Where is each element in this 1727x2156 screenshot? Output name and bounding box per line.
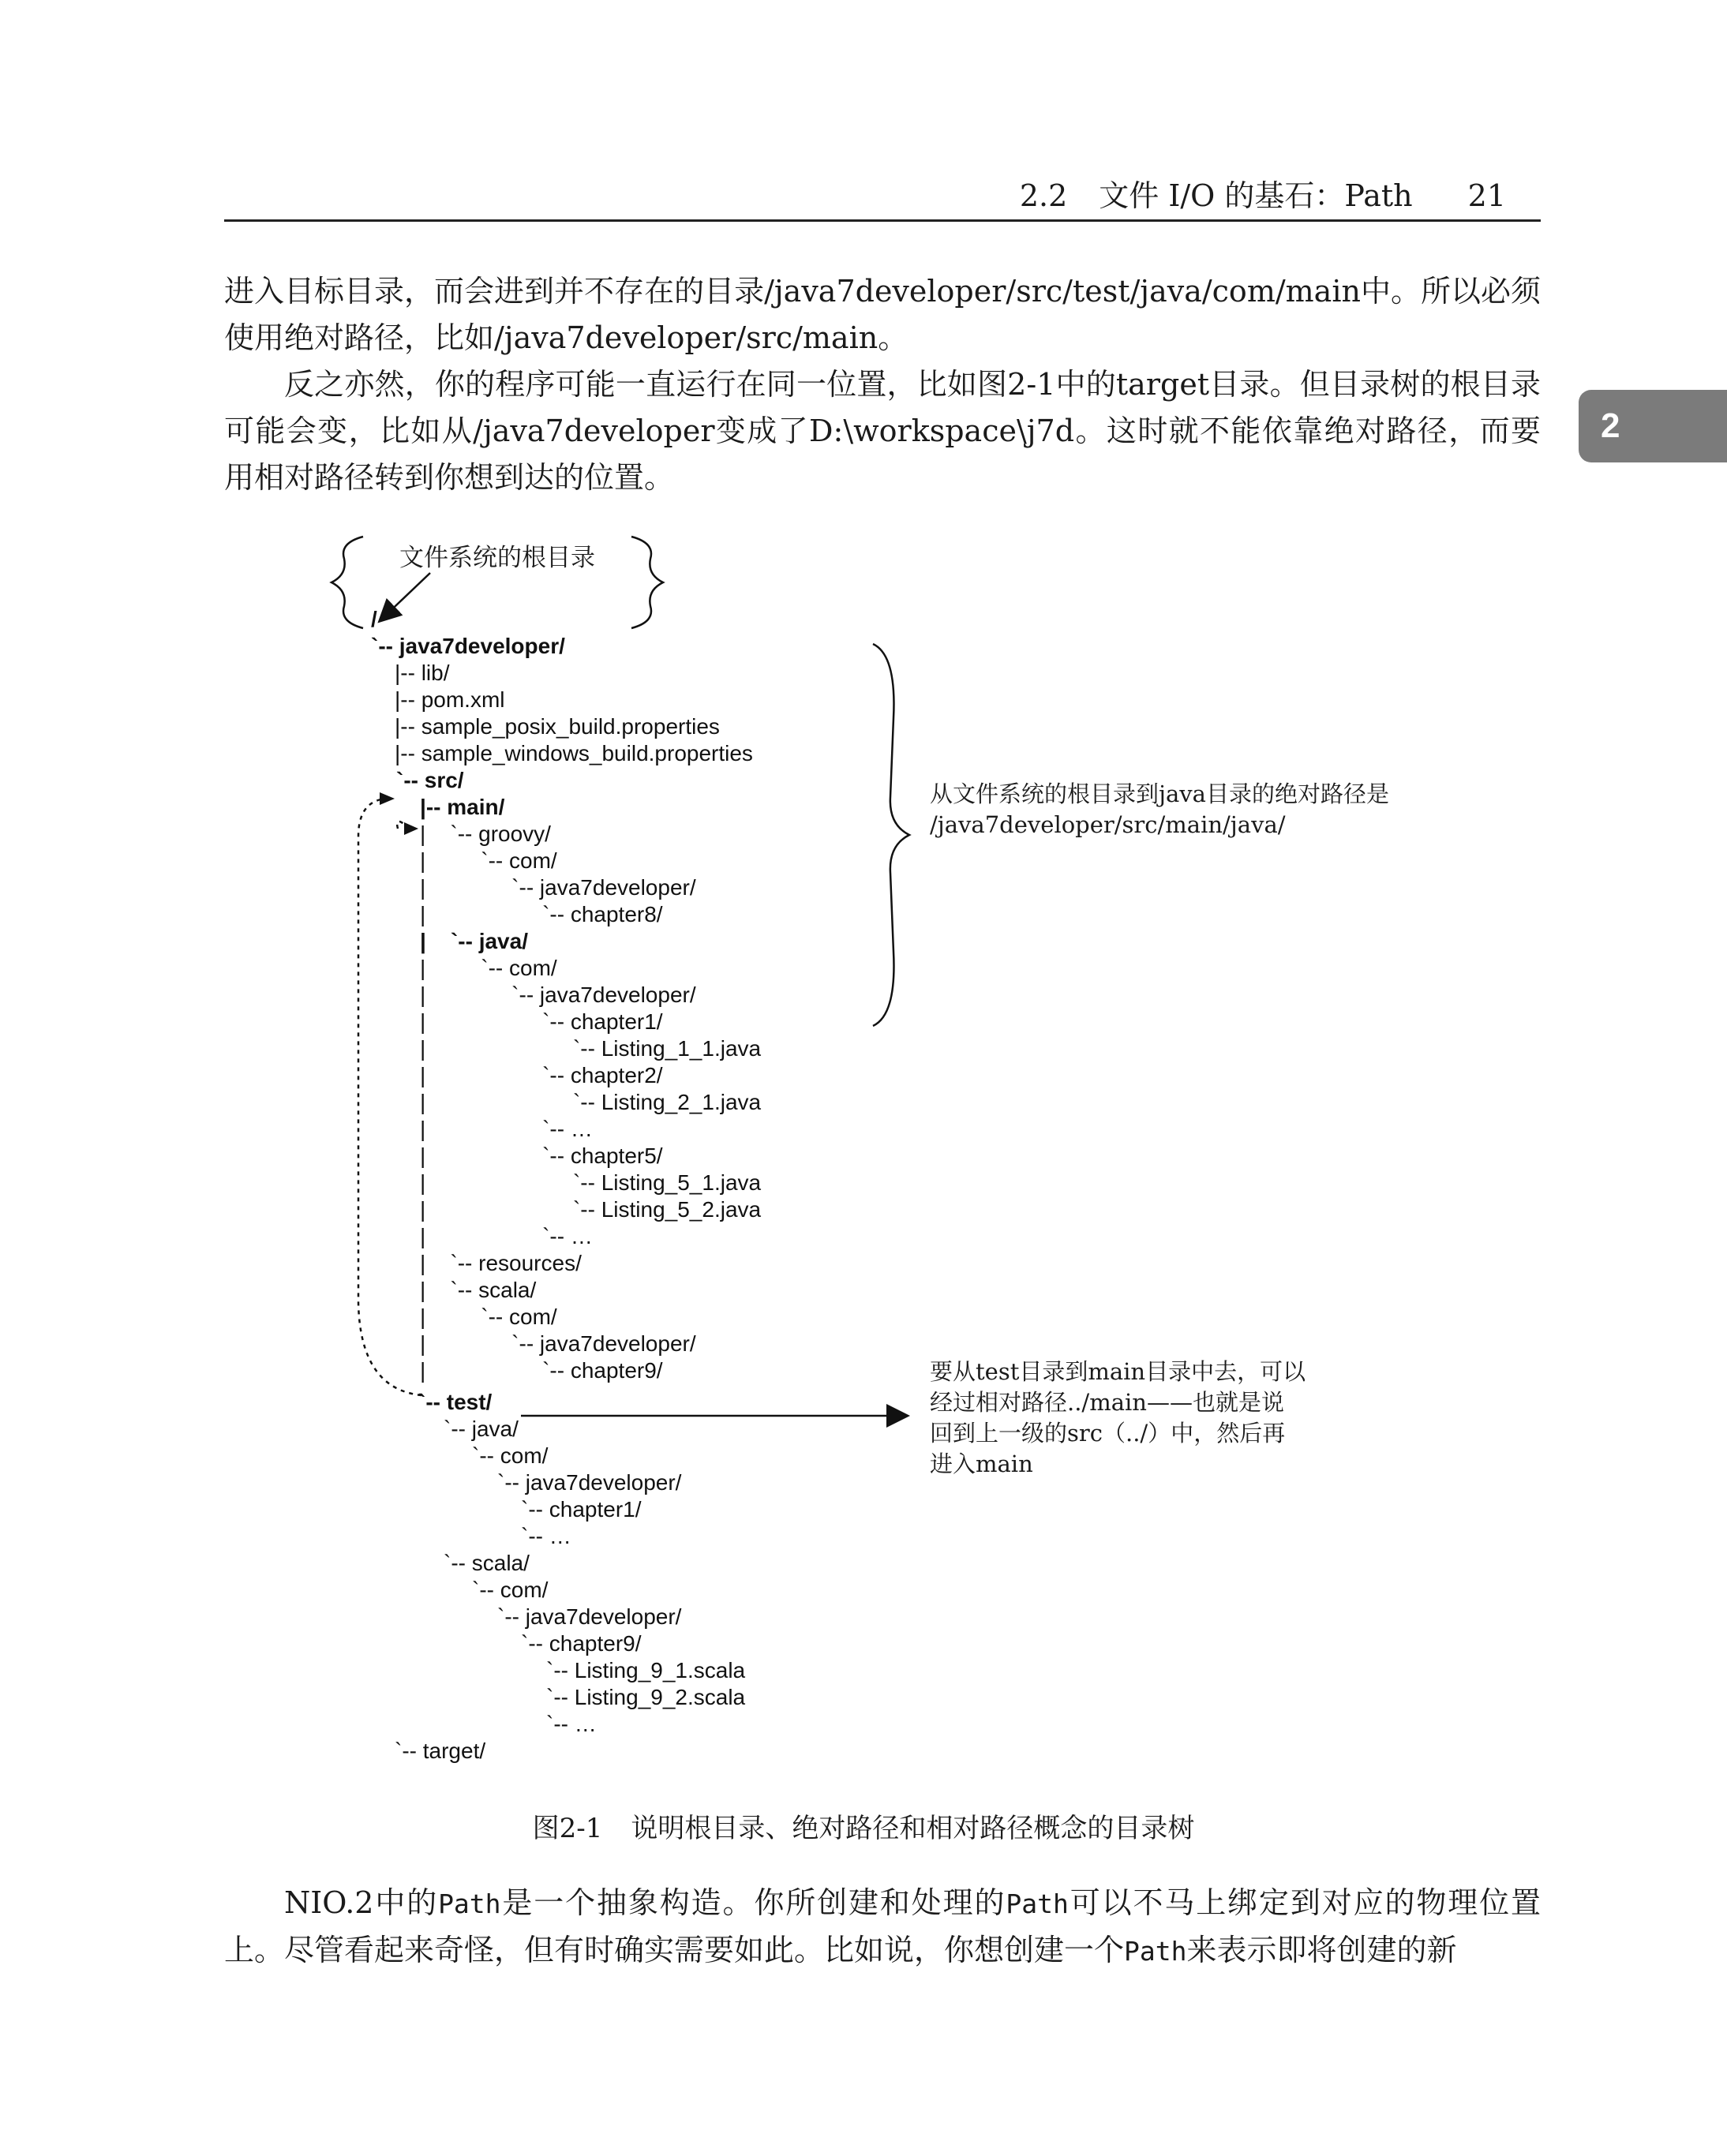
src-pointer-arrowhead — [380, 792, 395, 805]
outro-text-c: 可以不马上绑定到对应的物理位置上。尽管看起来奇怪，但有时确实需要如此。比如说，你想创建一个 — [224, 1885, 1541, 1967]
tree-entry: `-- Listing_9_1.scala — [546, 1658, 746, 1683]
tree-entry: `-- chapter9/ — [521, 1631, 642, 1656]
tree-entry: `-- scala/ — [444, 1551, 530, 1575]
tree-entry: / — [371, 607, 377, 631]
relative-callout-line-3: 回到上一级的src（../）中，然后再 — [930, 1420, 1286, 1447]
tree-entry: | `-- chapter8/ — [420, 902, 663, 926]
tree-entry: |-- lib/ — [395, 661, 450, 685]
tree-entry: | `-- Listing_2_1.java — [420, 1090, 762, 1114]
tree-entry: | `-- chapter2/ — [420, 1063, 663, 1087]
root-label: 文件系统的根目录 — [399, 544, 595, 572]
relative-callout-line-2: 经过相对路径../main——也就是说 — [930, 1389, 1284, 1416]
tree-entry: |-- sample_posix_build.properties — [395, 714, 720, 739]
tree-entry: | `-- java7developer/ — [420, 875, 696, 900]
outro-text-a: NIO.2中的 — [284, 1885, 439, 1920]
tree-entry: | `-- com/ — [420, 1304, 557, 1329]
chapter-tab: 2 — [1579, 390, 1727, 462]
main-pointer-arrowhead — [404, 822, 418, 835]
tree-entry: `-- test/ — [418, 1390, 493, 1414]
code-path-1: Path — [438, 1888, 501, 1919]
running-header — [224, 178, 1541, 222]
header-text — [1020, 178, 1541, 213]
tree-entry: `-- chapter1/ — [521, 1497, 642, 1522]
outro-paragraph — [224, 1880, 1541, 1974]
tree-entry: |-- pom.xml — [395, 687, 505, 712]
tree-entry: | `-- chapter9/ — [420, 1358, 663, 1383]
tree-entry: | `-- com/ — [420, 956, 557, 980]
tree-entry: | `-- groovy/ — [420, 822, 551, 846]
tree-entry: | `-- chapter5/ — [420, 1144, 663, 1168]
root-pointer-arrow — [380, 573, 430, 620]
caption-number: 图2-1 — [532, 1813, 603, 1844]
tree-entry: | `-- Listing_1_1.java — [420, 1036, 762, 1061]
tree-entry: | `-- java7developer/ — [420, 1331, 696, 1356]
tree-entry: | `-- Listing_5_2.java — [420, 1197, 762, 1222]
figure-caption — [0, 1812, 1727, 1845]
caption-text: 说明根目录、绝对路径和相对路径概念的目录树 — [631, 1813, 1195, 1844]
tree-entry: `-- java7developer/ — [497, 1470, 682, 1495]
header-title: 文件 I/O 的基石：Path — [1099, 178, 1413, 213]
tree-entry: | `-- resources/ — [420, 1251, 582, 1275]
tree-entry: `-- Listing_9_2.scala — [546, 1685, 746, 1709]
tree-entry: `-- com/ — [472, 1578, 549, 1602]
tree-entry: `-- java7developer/ — [497, 1604, 682, 1629]
relative-callout-line-1: 要从test目录到main目录中去，可以 — [930, 1358, 1306, 1385]
absolute-path-callout — [930, 779, 1389, 840]
code-path-2: Path — [1006, 1888, 1069, 1919]
figure-graphics — [0, 513, 1727, 1807]
tree-entry: `-- … — [521, 1524, 571, 1548]
relative-path-dotted-curve — [358, 799, 421, 1395]
directory-tree-figure — [0, 513, 1727, 1807]
tree-entry: `-- target/ — [395, 1739, 486, 1763]
outro-text-b: 是一个抽象构造。你所创建和处理的 — [500, 1885, 1006, 1920]
tree-entry: `-- … — [546, 1712, 597, 1736]
tree-entry: | `-- scala/ — [420, 1278, 537, 1302]
tree-entry: | `-- java7developer/ — [420, 983, 696, 1007]
tree-entry: |-- sample_windows_build.properties — [395, 741, 753, 765]
root-label-left-brace — [332, 537, 363, 628]
relative-path-callout — [930, 1357, 1306, 1480]
relative-callout-line-4: 进入main — [930, 1450, 1033, 1477]
outro-text-d: 来表示即将创建的新 — [1186, 1933, 1457, 1967]
intro-paragraph-2: 反之亦然，你的程序可能一直运行在同一位置，比如图2-1中的target目录。但目录树的根目录可能会变，比如从/java7developer变成了D:\workspace\j7d。这时就不能依靠绝对路径，而要用相对路径转到你想到达的位置。 — [224, 367, 1541, 495]
tree-entry: | `-- chapter1/ — [420, 1009, 663, 1034]
intro-paragraph-1: 进入目标目录，而会进到并不存在的目录/java7developer/src/test/java/com/main中。所以必须使用绝对路径，比如/java7developer/src/main。 — [224, 274, 1541, 355]
tree-entry: `-- com/ — [472, 1443, 549, 1468]
tree-entry: |-- main/ — [420, 795, 505, 819]
tree-entry: `-- src/ — [396, 768, 464, 792]
root-label-right-brace — [631, 537, 663, 628]
tree-entry: | `-- Listing_5_1.java — [420, 1170, 762, 1195]
header-section: 2.2 — [1019, 178, 1068, 213]
tree-entry: | `-- … — [420, 1117, 593, 1141]
outro-text — [224, 1880, 1541, 1974]
tree-entry: `-- java7developer/ — [371, 634, 565, 658]
tree-entry: | `-- java/ — [420, 929, 528, 953]
intro-text — [224, 268, 1541, 501]
code-path-3: Path — [1124, 1936, 1187, 1967]
tree-entry: `-- java/ — [444, 1417, 519, 1441]
absolute-path-brace — [873, 644, 909, 1026]
page-number: 21 — [1467, 178, 1506, 213]
tree-entry: | `-- com/ — [420, 848, 557, 873]
absolute-callout-line-1: 从文件系统的根目录到java目录的绝对路径是 — [930, 780, 1389, 807]
tree-entry: | `-- … — [420, 1224, 593, 1248]
absolute-callout-line-2: /java7developer/src/main/java/ — [930, 811, 1286, 838]
